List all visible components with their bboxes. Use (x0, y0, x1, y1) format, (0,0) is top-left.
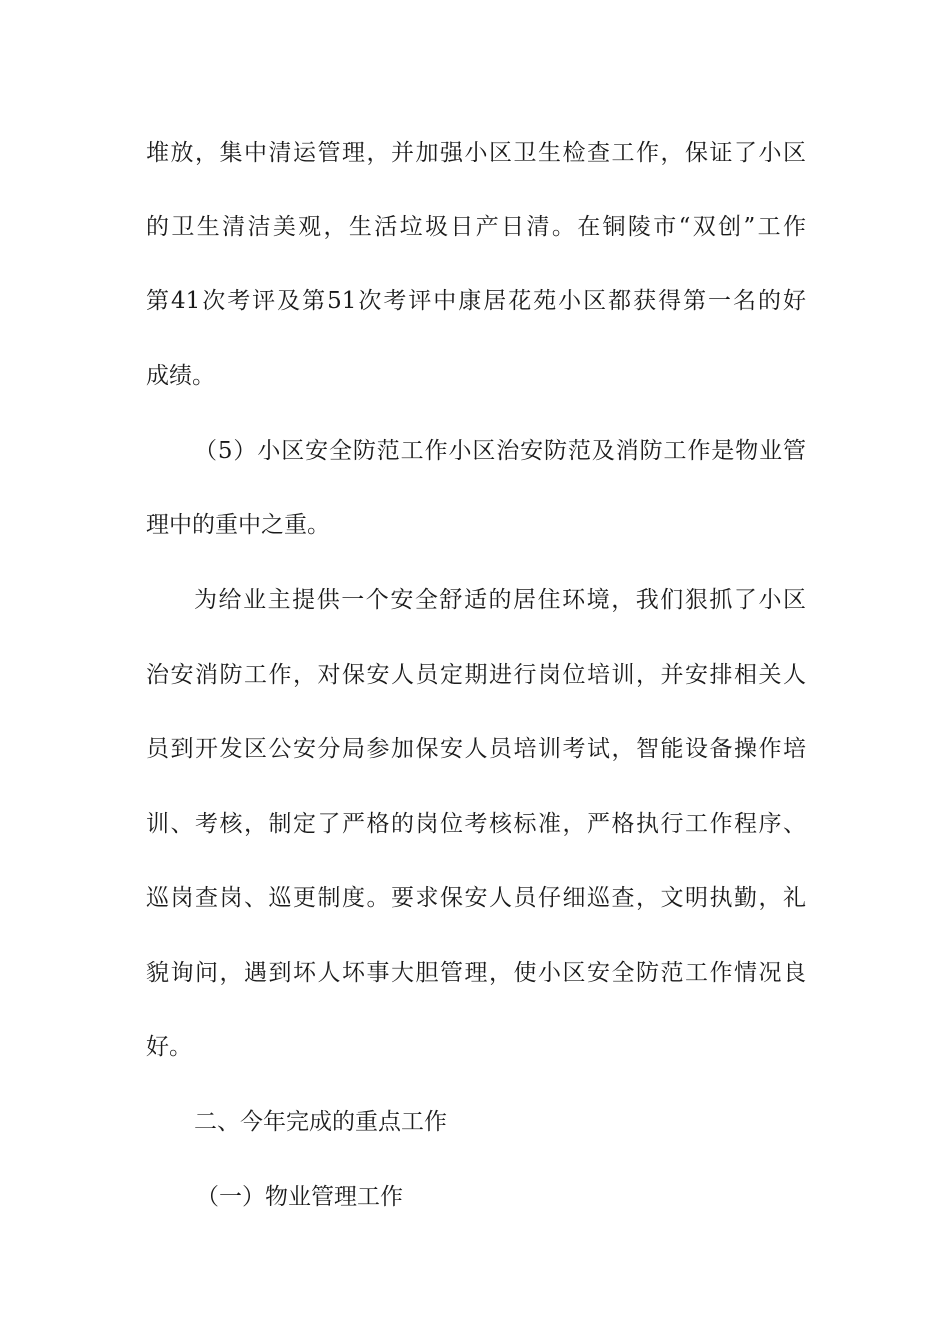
paragraph-line: 堆放，集中清运管理，并加强小区卫生检查工作，保证了小区 (146, 140, 806, 166)
subsection-heading: （一）物业管理工作 (196, 1184, 403, 1210)
paragraph-line: 治安消防工作，对保安人员定期进行岗位培训，并安排相关人 (146, 662, 806, 688)
paragraph-line: 貌询问，遇到坏人坏事大胆管理，使小区安全防范工作情况良 (146, 960, 806, 986)
paragraph-line: 理中的重中之重。 (146, 512, 330, 538)
paragraph-line: 训、考核，制定了严格的岗位考核标准，严格执行工作程序、 (146, 811, 806, 837)
paragraph-line: （5）小区安全防范工作小区治安防范及消防工作是物业管 (194, 438, 806, 464)
paragraph-line: 第41次考评及第51次考评中康居花苑小区都获得第一名的好 (146, 288, 806, 314)
paragraph-line: 为给业主提供一个安全舒适的居住环境，我们狠抓了小区 (194, 587, 806, 613)
paragraph-line: 员到开发区公安分局参加保安人员培训考试，智能设备操作培 (146, 736, 806, 762)
paragraph-line: 好。 (146, 1034, 192, 1060)
paragraph-line: 成绩。 (146, 363, 215, 389)
section-heading: 二、今年完成的重点工作 (194, 1109, 447, 1135)
paragraph-line: 巡岗查岗、巡更制度。要求保安人员仔细巡查，文明执勤，礼 (146, 885, 806, 911)
paragraph-line: 的卫生清洁美观，生活垃圾日产日清。在铜陵市“双创”工作 (146, 214, 806, 240)
